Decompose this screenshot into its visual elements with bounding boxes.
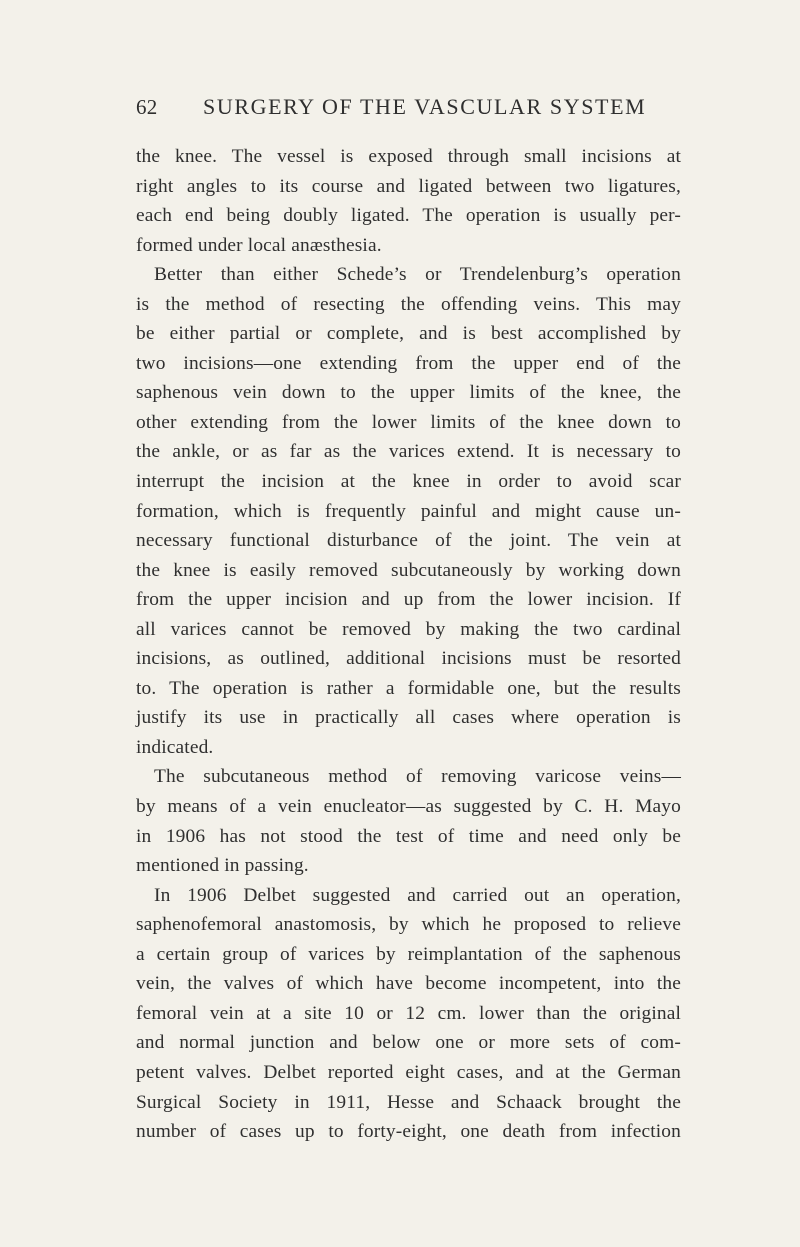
page-number: 62: [136, 95, 158, 119]
text-line: femoral vein at a site 10 or 12 cm. lower than the original: [136, 1002, 681, 1024]
text-line: incisions, as outlined, additional incisions must be resorted: [136, 648, 681, 670]
text-line: necessary functional disturbance of the joint. The vein at: [136, 530, 681, 552]
body-text: [136, 142, 681, 1222]
running-head: [0, 92, 800, 132]
text-line: indicated.: [136, 736, 214, 758]
text-line: other extending from the lower limits of the knee down to: [136, 411, 681, 433]
text-line: a certain group of varices by reimplantation of the saphenous: [136, 943, 681, 965]
text-line: The subcutaneous method of removing varicose veins—: [154, 766, 681, 788]
text-line: from the upper incision and up from the lower incision. If: [136, 589, 681, 611]
text-line: the knee is easily removed subcutaneously by working down: [136, 559, 681, 581]
text-line: formed under local anæsthesia.: [136, 234, 382, 256]
text-line: be either partial or complete, and is best accomplished by: [136, 323, 681, 345]
text-line: saphenofemoral anastomosis, by which he proposed to relieve: [136, 914, 681, 936]
text-line: Surgical Society in 1911, Hesse and Schaack brought the: [136, 1091, 681, 1113]
text-line: right angles to its course and ligated between two ligatures,: [136, 175, 681, 197]
text-line: and normal junction and below one or more sets of com-: [136, 1032, 681, 1054]
text-line: in 1906 has not stood the test of time and need only be: [136, 825, 681, 847]
text-line: formation, which is frequently painful and might cause un-: [136, 500, 681, 522]
text-line: two incisions—one extending from the upper end of the: [136, 352, 681, 374]
text-line: all varices cannot be removed by making the two cardinal: [136, 618, 681, 640]
text-line: justify its use in practically all cases where operation is: [136, 707, 681, 729]
text-line: interrupt the incision at the knee in order to avoid scar: [136, 471, 681, 493]
text-line: Better than either Schede’s or Trendelenburg’s operation: [154, 264, 681, 286]
text-line: the knee. The vessel is exposed through small incisions at: [136, 146, 681, 167]
text-line: to. The operation is rather a formidable one, but the results: [136, 677, 681, 699]
running-title: SURGERY OF THE VASCULAR SYSTEM: [203, 94, 647, 119]
text-line: is the method of resecting the offending veins. This may: [136, 293, 681, 315]
text-line: by means of a vein enucleator—as suggested by C. H. Mayo: [136, 796, 681, 818]
text-line: vein, the valves of which have become incompetent, into the: [136, 973, 681, 995]
text-line: In 1906 Delbet suggested and carried out an operation,: [154, 884, 681, 906]
text-line: number of cases up to forty-eight, one death from infection: [136, 1121, 681, 1143]
text-line: mentioned in passing.: [136, 855, 309, 877]
text-line: each end being doubly ligated. The operation is usually per-: [136, 205, 681, 227]
text-line: petent valves. Delbet reported eight cases, and at the German: [136, 1061, 681, 1083]
text-line: saphenous vein down to the upper limits of the knee, the: [136, 382, 681, 404]
text-line: the ankle, or as far as the varices extend. It is necessary to: [136, 441, 681, 463]
